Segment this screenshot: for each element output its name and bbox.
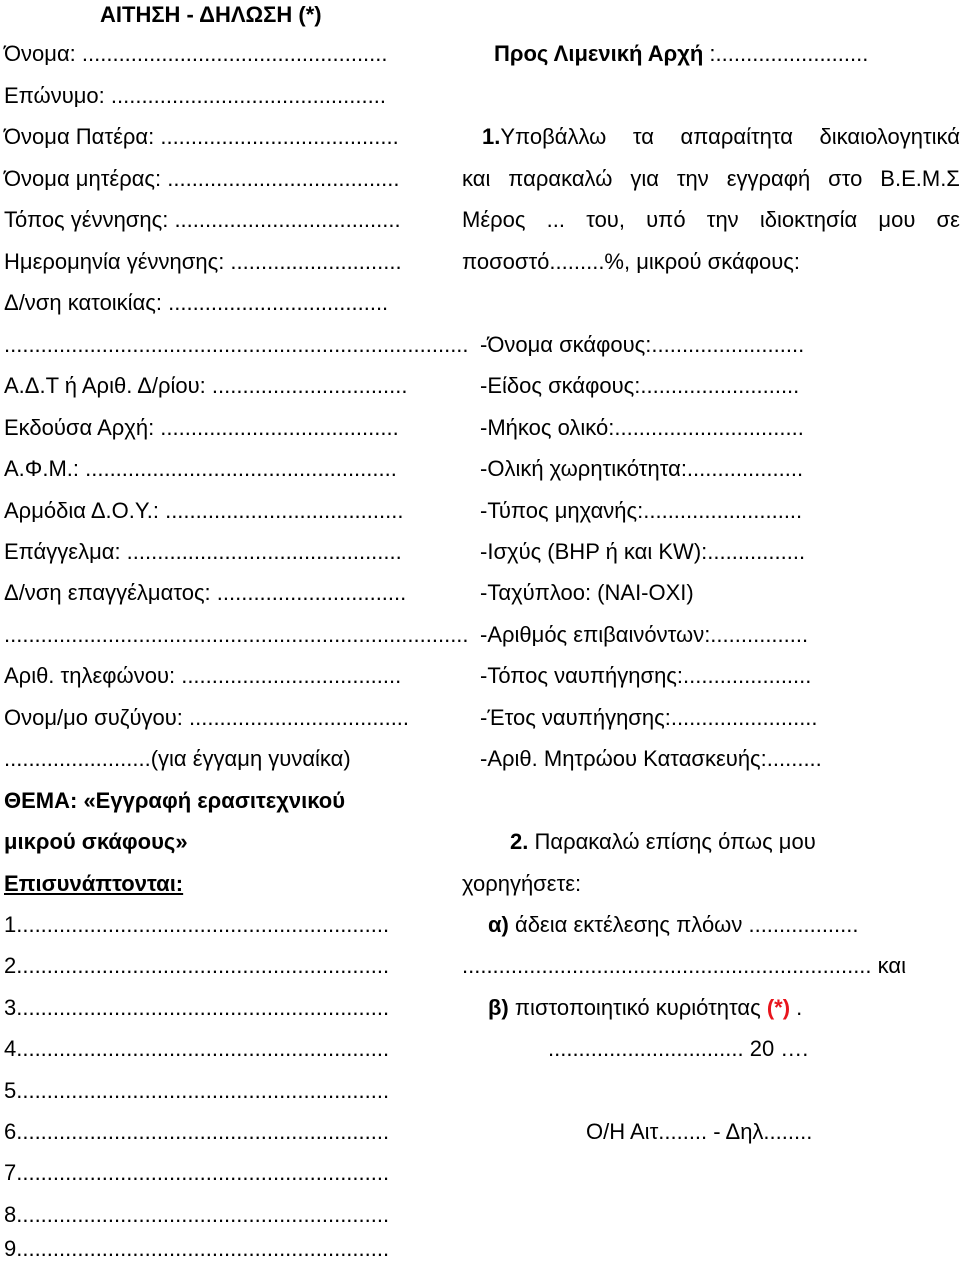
field-birthdate: Ημερομηνία γέννησης: ............................ (4, 249, 402, 274)
word: σε (936, 207, 960, 232)
attachment-item: 1............................................................. (4, 912, 390, 937)
field-father-name: Όνομα Πατέρα: ....................................... (4, 124, 399, 149)
attachment-item: 3............................................................. (4, 995, 390, 1020)
attachment-item: 5............................................................. (4, 1078, 390, 1103)
word: την (676, 166, 709, 191)
paragraph-1-line-2 (462, 166, 960, 192)
recipient-line (494, 41, 868, 67)
word: για (630, 166, 659, 191)
paragraph-2-text: Παρακαλώ επίσης όπως μου (528, 829, 816, 854)
word: του, (586, 207, 625, 232)
paragraph-2-line-2: χορηγήσετε: (462, 871, 582, 896)
vessel-name-field: -Όνομα σκάφους:......................... (480, 332, 805, 357)
paragraph-1-number: 1. (482, 124, 501, 149)
signature-line: Ο/Η Αιτ........ - Δηλ........ (586, 1119, 813, 1144)
subject-line-2: μικρού σκάφους» (4, 829, 188, 854)
builder-registry-field: -Αριθ. Μητρώου Κατασκευής:......... (480, 746, 822, 771)
field-profession: Επάγγελμα: ............................................. (4, 539, 402, 564)
word: στο (828, 166, 863, 191)
build-year-field: -Έτος ναυπήγησης:........................ (480, 705, 818, 730)
item-b-end: . (790, 995, 803, 1020)
field-id-number: Α.Δ.Τ ή Αριθ. Δ/ρίου: ................................ (4, 373, 408, 398)
item-a-text: άδεια εκτέλεσης πλόων .................. (508, 912, 859, 937)
attachment-item: 7............................................................. (4, 1160, 390, 1185)
attachment-item: 2............................................................. (4, 953, 390, 978)
vessel-length-field: -Μήκος ολικό:............................... (480, 415, 804, 440)
field-birthplace: Τόπος γέννησης: ..................................... (4, 207, 401, 232)
word: Β.Ε.Μ.Σ (880, 166, 960, 191)
field-mother-name: Όνομα μητέρας: ...................................... (4, 166, 400, 191)
field-work-address: Δ/νση επαγγέλματος: ............................... (4, 580, 407, 605)
paragraph-1-line-1 (482, 124, 960, 150)
attachment-item: 6............................................................. (4, 1119, 390, 1144)
attachment-item: 9............................................................. (4, 1236, 390, 1261)
field-work-address-cont: ............................................................................ (4, 622, 469, 647)
field-married-woman-note: ........................(για έγγαμη γυναίκα) (4, 746, 351, 771)
item-a-label: α) (488, 912, 509, 937)
word: Μέρος (462, 207, 526, 232)
attachments-heading: Επισυνάπτονται: (4, 871, 184, 896)
word: υπό (646, 207, 686, 232)
word: εγγραφή (726, 166, 811, 191)
paragraph-2-number: 2. (510, 829, 529, 854)
field-phone: Αριθ. τηλεφώνου: .................................... (4, 663, 402, 688)
date-line: ................................ 20 …. (548, 1036, 809, 1061)
word: δικαιολογητικά (819, 124, 960, 149)
speedboat-field: -Ταχύπλοο: (ΝΑΙ-ΟΧΙ) (480, 580, 694, 605)
vessel-tonnage-field: -Ολική χωρητικότητα:................... (480, 456, 804, 481)
passengers-field: -Αριθμός επιβαινόντων:................ (480, 622, 809, 647)
field-tax-number: Α.Φ.Μ.: ................................................... (4, 456, 397, 481)
word: μου (878, 207, 916, 232)
field-first-name: Όνομα: .................................................. (4, 41, 388, 66)
form-title: ΑΙΤΗΣΗ - ΔΗΛΩΣΗ (*) (100, 2, 322, 27)
field-address-cont: ............................................................................ (4, 332, 469, 357)
paragraph-1-line-4: ποσοστό.........%, μικρού σκάφους: (462, 249, 800, 274)
item-b-asterisk: (*) (766, 995, 791, 1020)
build-place-field: -Τόπος ναυπήγησης:..................... (480, 663, 812, 688)
item-b-text: πιστοποιητικό κυριότητας (508, 995, 767, 1020)
item-a-line (488, 912, 859, 938)
word: και (462, 166, 491, 191)
recipient-dots: :......................... (703, 41, 869, 66)
word: παρακαλώ (508, 166, 613, 191)
paragraph-2-line-1 (510, 829, 816, 855)
item-b-label: β) (488, 995, 509, 1020)
item-a-continuation: ................................................................... και (462, 953, 906, 978)
field-surname: Επώνυμο: ............................................. (4, 83, 386, 108)
word: ιδιοκτησία (759, 207, 858, 232)
word: απαραίτητα (680, 124, 793, 149)
word: τα (632, 124, 654, 149)
field-spouse-name: Ονομ/μο συζύγου: .................................... (4, 705, 410, 730)
attachment-item: 4............................................................. (4, 1036, 390, 1061)
field-issuing-authority: Εκδούσα Αρχή: ....................................... (4, 415, 399, 440)
recipient-label: Προς Λιμενική Αρχή (494, 41, 704, 66)
engine-power-field: -Ισχύς (BHP ή και KW):................ (480, 539, 806, 564)
paragraph-1-line-3 (462, 207, 960, 233)
vessel-type-field: -Είδος σκάφους:.......................... (480, 373, 800, 398)
item-b-line (488, 995, 802, 1021)
word: ... (546, 207, 566, 232)
word: την (706, 207, 739, 232)
word: Υποβάλλω (500, 124, 607, 149)
field-address: Δ/νση κατοικίας: .................................... (4, 290, 389, 315)
subject-line-1: ΘΕΜΑ: «Εγγραφή ερασιτεχνικού (4, 788, 346, 813)
attachment-item: 8............................................................. (4, 1202, 390, 1227)
engine-type-field: -Τύπος μηχανής:.......................... (480, 498, 803, 523)
field-tax-office: Αρμόδια Δ.Ο.Υ.: ....................................... (4, 498, 404, 523)
